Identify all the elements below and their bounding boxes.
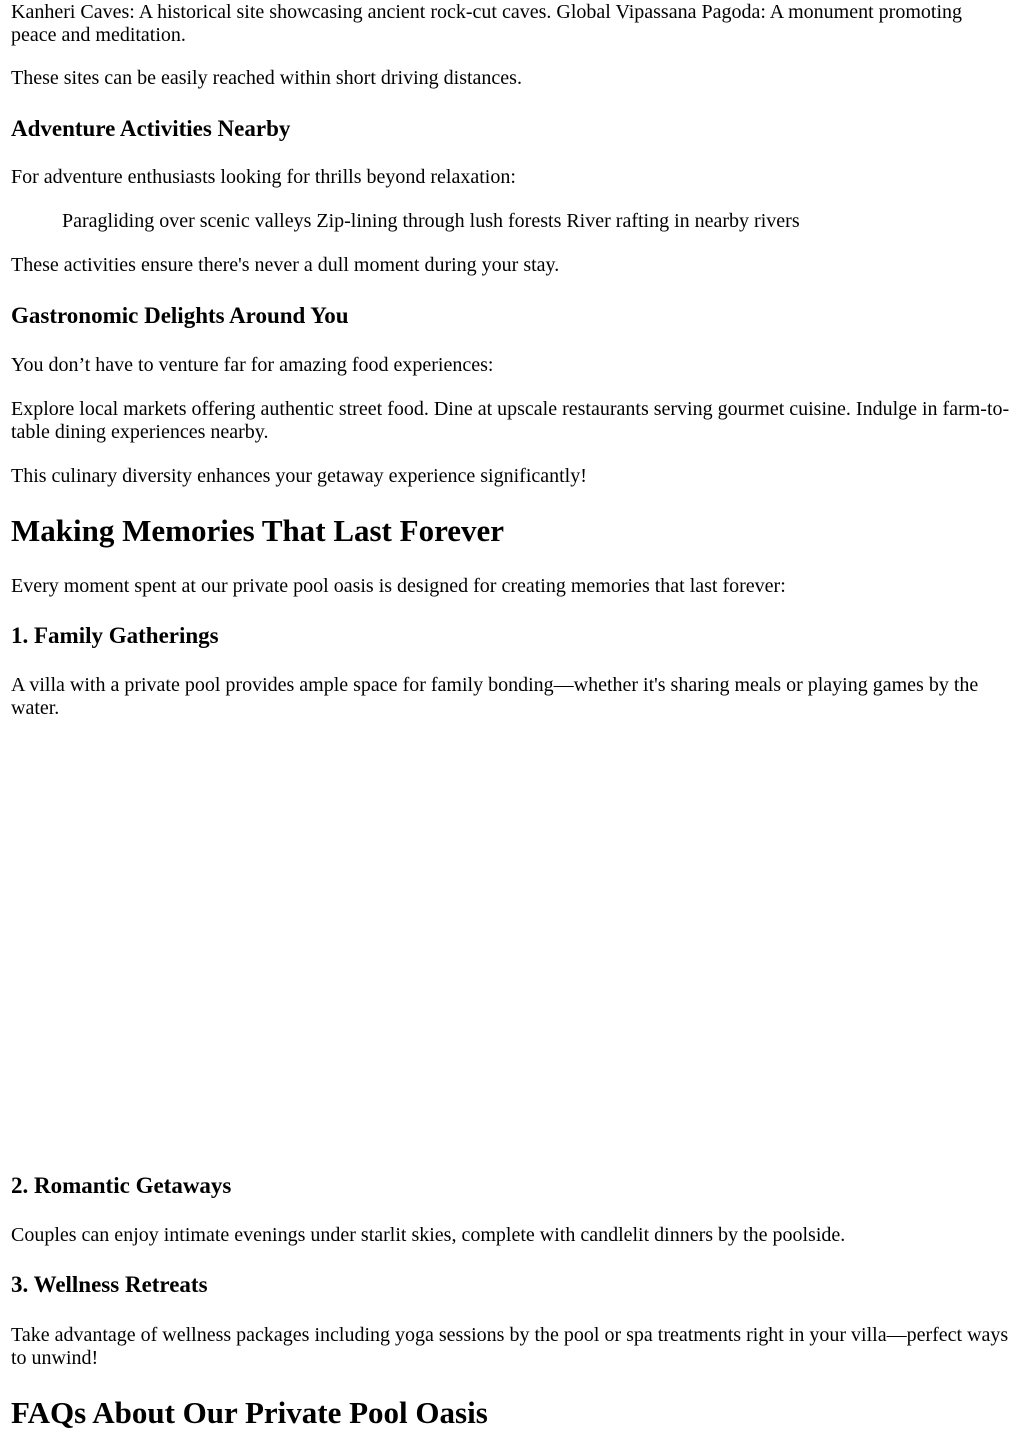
adventure-outro-paragraph: These activities ensure there's never a dull moment during your stay.: [11, 254, 560, 276]
blank-media-area: [11, 732, 1012, 1162]
wellness-retreats-paragraph: Take advantage of wellness packages including yoga sessions by the pool or spa treatments right in your villa—perfect ways to unwind!: [11, 1324, 1009, 1369]
faqs-heading: FAQs About Our Private Pool Oasis: [11, 1395, 488, 1430]
adventure-intro-paragraph: For adventure enthusiasts looking for thrills beyond relaxation:: [11, 166, 516, 188]
gastronomy-options-paragraph: Explore local markets offering authentic street food. Dine at upscale restaurants serving gourmet cuisine. Indulge in farm-to-table dining experiences nearby.: [11, 398, 1010, 443]
sightseeing-sites-paragraph: Kanheri Caves: A historical site showcasing ancient rock-cut caves. Global Vipassana Pagoda: A monument promoting peace and meditation.: [11, 1, 963, 46]
memories-heading: Making Memories That Last Forever: [11, 513, 505, 548]
gastronomy-intro-paragraph: You don’t have to venture far for amazing food experiences:: [11, 354, 494, 376]
gastronomy-heading: Gastronomic Delights Around You: [11, 303, 349, 328]
wellness-retreats-heading: 3. Wellness Retreats: [11, 1272, 208, 1297]
family-gatherings-heading: 1. Family Gatherings: [11, 623, 219, 648]
gastronomy-outro-paragraph: This culinary diversity enhances your getaway experience significantly!: [11, 465, 587, 487]
romantic-getaways-paragraph: Couples can enjoy intimate evenings under starlit skies, complete with candlelit dinners by the poolside.: [11, 1224, 846, 1246]
memories-intro-paragraph: Every moment spent at our private pool oasis is designed for creating memories that last forever:: [11, 575, 786, 597]
family-gatherings-paragraph: A villa with a private pool provides ample space for family bonding—whether it's sharing meals or playing games by the water.: [11, 674, 979, 719]
adventure-heading: Adventure Activities Nearby: [11, 116, 291, 141]
sightseeing-reach-paragraph: These sites can be easily reached within short driving distances.: [11, 67, 522, 89]
romantic-getaways-heading: 2. Romantic Getaways: [11, 1173, 232, 1198]
adventure-activities-list: Paragliding over scenic valleys Zip-lining through lush forests River rafting in nearby rivers: [62, 210, 800, 232]
